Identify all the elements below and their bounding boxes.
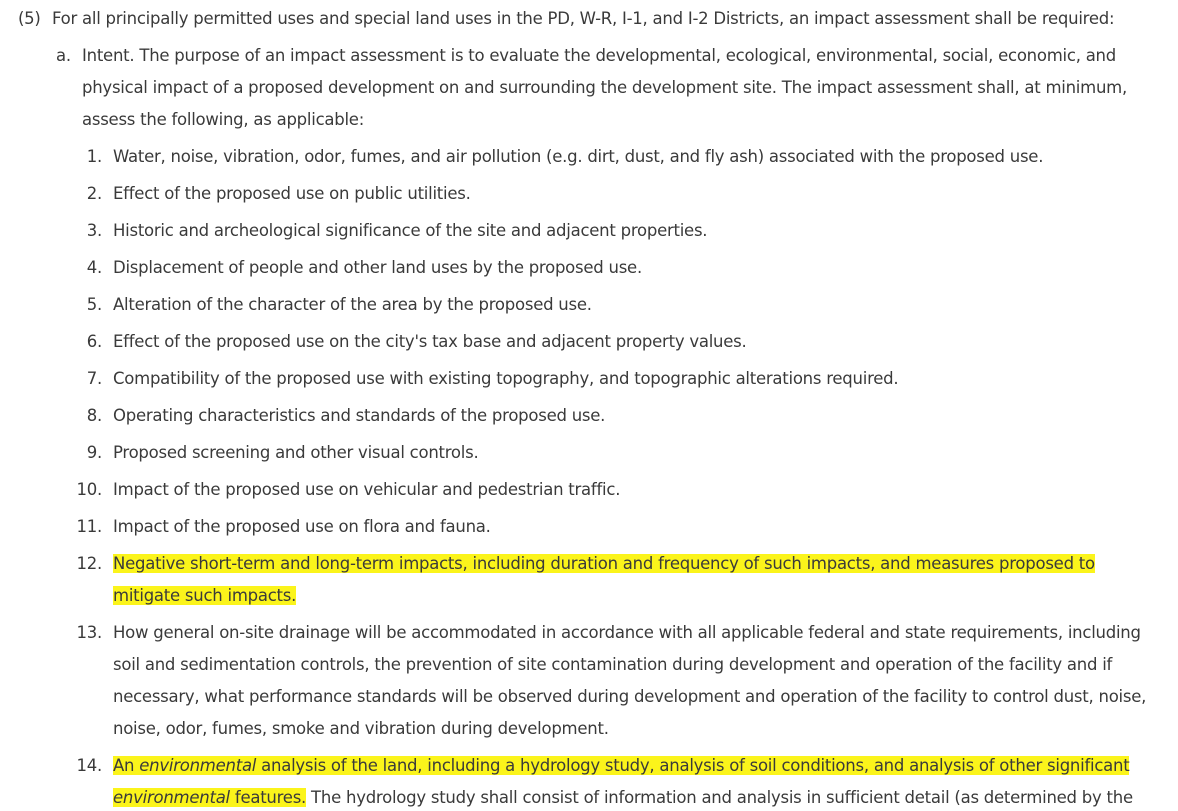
list-item-number: 7. [86, 369, 102, 388]
list-item-number: 10. [76, 480, 102, 499]
list-item-text: Displacement of people and other land uses by the proposed use. [113, 258, 642, 277]
list-item-text: necessary, what performance standards will be observed during development and operation of the facility to control dust, noise, [113, 687, 1147, 706]
list-item-text: Alteration of the character of the area by the proposed use. [113, 295, 592, 314]
section-text: For all principally permitted uses and special land uses in the PD, W-R, I-1, and I-2 Districts, an impact assessment shall be required: [52, 9, 1115, 28]
list-item-text: Impact of the proposed use on flora and fauna. [113, 517, 491, 536]
list-item-number: 11. [76, 517, 102, 536]
list-item-text: noise, odor, fumes, smoke and vibration during development. [113, 719, 609, 738]
list-item-number: 13. [76, 623, 102, 642]
section-label: (5) [18, 9, 41, 28]
list-item-number: 3. [86, 221, 102, 240]
list-item-text-partial-highlight: environmental features. The hydrology study shall consist of information and analysis in sufficient detail (as determined by the [113, 788, 1133, 807]
list-item-text: Effect of the proposed use on the city's tax base and adjacent property values. [113, 332, 747, 351]
highlight-mark: An environmental analysis of the land, including a hydrology study, analysis of soil conditions, and analysis of other significant [113, 756, 1130, 775]
subsection-label: a. [56, 46, 71, 65]
list-item-text: Historic and archeological significance of the site and adjacent properties. [113, 221, 708, 240]
list-item-number: 6. [86, 332, 102, 351]
list-item-text-highlighted [113, 552, 1095, 576]
subsection-text-line: physical impact of a proposed development on and surrounding the development site. The impact assessment shall, at minimum, [82, 78, 1127, 97]
list-item-text: Water, noise, vibration, odor, fumes, and air pollution (e.g. dirt, dust, and fly ash) associated with the proposed use. [113, 147, 1044, 166]
list-item-number: 5. [86, 295, 102, 314]
emphasis-text: environmental [139, 756, 257, 775]
list-item-number: 1. [86, 147, 102, 166]
list-item-number: 8. [86, 406, 102, 425]
list-item-number: 14. [76, 756, 102, 775]
list-item-text: Impact of the proposed use on vehicular and pedestrian traffic. [113, 480, 621, 499]
highlight-mark: Negative short-term and long-term impacts, including duration and frequency of such impacts, and measures proposed to [113, 554, 1095, 573]
highlight-mark: environmental features. [113, 788, 307, 807]
list-item-text: Effect of the proposed use on public utilities. [113, 184, 471, 203]
list-item-number: 2. [86, 184, 102, 203]
list-item-number: 12. [76, 554, 102, 573]
subsection-text-line: Intent. The purpose of an impact assessment is to evaluate the developmental, ecological, environmental, social, economic, and [82, 46, 1116, 65]
list-item-number: 9. [86, 443, 102, 462]
list-item-text: Proposed screening and other visual controls. [113, 443, 479, 462]
list-item-text: Compatibility of the proposed use with existing topography, and topographic alterations required. [113, 369, 899, 388]
list-item-text: How general on-site drainage will be accommodated in accordance with all applicable federal and state requirements, including [113, 623, 1141, 642]
list-item-text: Operating characteristics and standards of the proposed use. [113, 406, 606, 425]
subsection-text-line: assess the following, as applicable: [82, 110, 365, 129]
list-item-text: soil and sedimentation controls, the prevention of site contamination during development and operation of the facility and if [113, 655, 1113, 674]
list-item-text-highlighted [113, 754, 1129, 778]
highlight-mark: mitigate such impacts. [113, 586, 297, 605]
list-item-text-highlighted [113, 584, 296, 608]
list-item-number: 4. [86, 258, 102, 277]
emphasis-text: environmental [113, 788, 230, 807]
